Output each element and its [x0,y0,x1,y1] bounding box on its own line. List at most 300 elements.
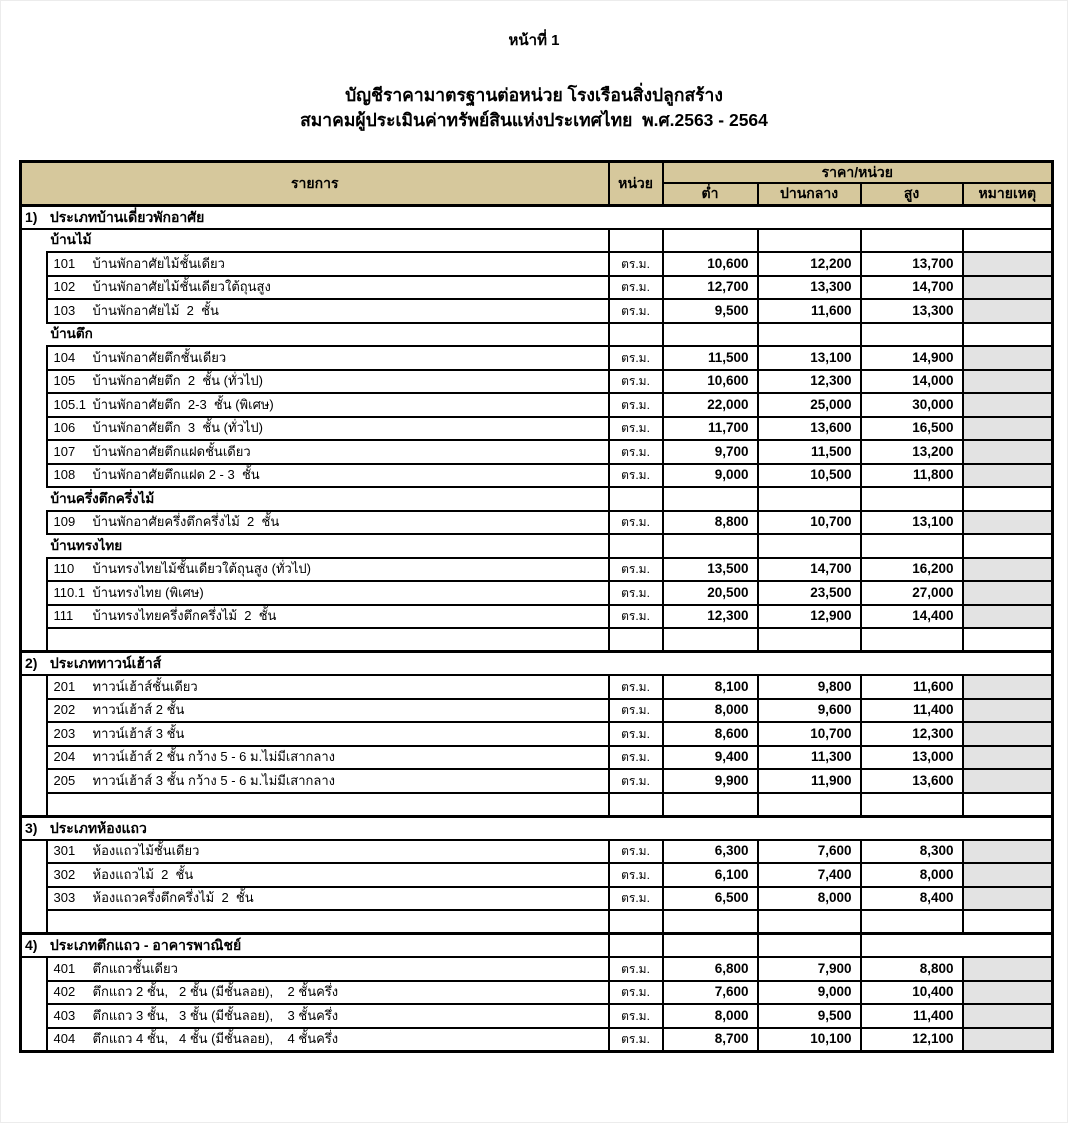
price-high-cell: 13,200 [861,440,963,464]
remark-cell [963,487,1053,511]
price-high-cell: 16,200 [861,558,963,582]
indent-gutter [21,675,47,699]
unit-cell: ตร.ม. [609,722,663,746]
unit-cell [609,910,663,934]
unit-cell: ตร.ม. [609,393,663,417]
item-code: 110 [47,558,93,582]
price-high-cell: 11,400 [861,1004,963,1028]
item-description: ห้องแถวไม้ชั้นเดียว [93,840,609,864]
unit-cell: ตร.ม. [609,675,663,699]
unit-cell [609,628,663,652]
price-low-cell [663,628,758,652]
remark-cell [963,840,1053,864]
price-medium-cell: 10,100 [758,1028,861,1052]
remark-cell [963,323,1053,347]
price-medium-cell: 14,700 [758,558,861,582]
price-high-cell: 14,000 [861,370,963,394]
price-low-cell: 10,600 [663,370,758,394]
item-code: 103 [47,299,93,323]
section-title-cell [21,934,609,958]
indent-gutter [21,628,47,652]
unit-cell: ตร.ม. [609,840,663,864]
price-medium-cell: 11,500 [758,440,861,464]
item-code: 203 [47,722,93,746]
price-medium-cell: 23,500 [758,581,861,605]
remark-cell [963,346,1053,370]
unit-cell: ตร.ม. [609,276,663,300]
indent-gutter [21,464,47,488]
section-header-row [21,934,1053,958]
item-description: ห้องแถวครึ่งตึกครึ่งไม้ 2 ชั้น [93,887,609,911]
indent-gutter [21,558,47,582]
table-row [21,393,1053,417]
item-code: 108 [47,464,93,488]
price-high-cell: 14,900 [861,346,963,370]
table-row [21,699,1053,723]
subsection-label: บ้านครึ่งตึกครึ่งไม้ [47,487,609,511]
item-description: บ้านพักอาศัยไม้ชั้นเดียวใต้ถุนสูง [93,276,609,300]
remark-cell [963,558,1053,582]
unit-cell: ตร.ม. [609,558,663,582]
price-medium-cell [758,934,861,958]
price-low-cell: 20,500 [663,581,758,605]
price-high-cell [861,487,963,511]
unit-cell: ตร.ม. [609,981,663,1005]
price-low-cell [663,934,758,958]
table-row [21,887,1053,911]
remark-cell [963,1028,1053,1052]
indent-gutter [21,605,47,629]
item-description: ตึกแถวชั้นเดียว [93,957,609,981]
price-medium-cell [758,323,861,347]
indent-gutter [21,276,47,300]
table-row [21,417,1053,441]
remark-cell [963,605,1053,629]
unit-cell: ตร.ม. [609,769,663,793]
item-code: 102 [47,276,93,300]
indent-gutter [21,793,47,817]
remark-cell [963,957,1053,981]
table-row [21,1004,1053,1028]
section-title-cell [21,652,1053,676]
item-code: 404 [47,1028,93,1052]
indent-gutter [21,746,47,770]
price-low-cell: 8,100 [663,675,758,699]
section-header-row [21,652,1053,676]
price-low-cell [663,487,758,511]
table-row [21,863,1053,887]
column-header-low: ต่ำ [663,183,758,205]
indent-gutter [21,534,47,558]
table-row [21,981,1053,1005]
item-code: 202 [47,699,93,723]
item-code: 403 [47,1004,93,1028]
unit-cell [609,229,663,253]
table-row [21,299,1053,323]
section-header-row [21,205,1053,229]
indent-gutter [21,346,47,370]
table-row [21,769,1053,793]
item-code: 401 [47,957,93,981]
item-description: ทาวน์เฮ้าส์ 2 ชั้น กว้าง 5 - 6 ม.ไม่มีเสากลาง [93,746,609,770]
column-header-unit: หน่วย [609,161,663,205]
price-medium-cell: 13,600 [758,417,861,441]
item-code: 201 [47,675,93,699]
price-low-cell [663,793,758,817]
unit-cell [609,793,663,817]
remark-cell [963,252,1053,276]
indent-gutter [21,581,47,605]
item-description: บ้านพักอาศัยตึก 3 ชั้น (ทั่วไป) [93,417,609,441]
remark-cell [963,370,1053,394]
price-high-cell [861,229,963,253]
price-medium-cell: 10,700 [758,722,861,746]
item-code: 105 [47,370,93,394]
header-row-1 [21,161,1053,183]
remark-cell [963,769,1053,793]
price-low-cell [663,323,758,347]
subsection-label: บ้านไม้ [47,229,609,253]
remark-cell [963,299,1053,323]
price-medium-cell [758,487,861,511]
price-medium-cell: 7,900 [758,957,861,981]
unit-cell [609,323,663,347]
section-title: ประเภททาวน์เฮ้าส์ [46,655,162,671]
price-medium-cell [758,793,861,817]
price-medium-cell [758,628,861,652]
remark-cell [963,628,1053,652]
table-row [21,440,1053,464]
price-low-cell: 7,600 [663,981,758,1005]
price-low-cell: 12,300 [663,605,758,629]
price-medium-cell: 11,900 [758,769,861,793]
table-row [21,675,1053,699]
price-table-body [21,205,1053,1051]
section-title: ประเภทตึกแถว - อาคารพาณิชย์ [46,937,242,953]
price-high-cell: 13,000 [861,746,963,770]
section-title: ประเภทบ้านเดี่ยวพักอาศัย [46,208,205,225]
item-code: 301 [47,840,93,864]
price-medium-cell: 25,000 [758,393,861,417]
price-low-cell: 10,600 [663,252,758,276]
remark-cell [963,464,1053,488]
item-code: 205 [47,769,93,793]
column-header-item: รายการ [21,161,609,205]
section-number: 3) [25,819,38,836]
price-high-cell: 14,400 [861,605,963,629]
price-medium-cell: 12,300 [758,370,861,394]
price-medium-cell: 13,100 [758,346,861,370]
unit-cell: ตร.ม. [609,346,663,370]
table-row [21,370,1053,394]
section-header-row [21,816,1053,840]
price-low-cell [663,229,758,253]
item-description: ทาวน์เฮ้าส์ 3 ชั้น กว้าง 5 - 6 ม.ไม่มีเสากลาง [93,769,609,793]
remark-cell [963,863,1053,887]
subsection-label: บ้านทรงไทย [47,534,609,558]
indent-gutter [21,252,47,276]
column-header-high: สูง [861,183,963,205]
price-medium-cell [758,229,861,253]
item-code: 104 [47,346,93,370]
price-high-cell: 12,100 [861,1028,963,1052]
item-code: 109 [47,511,93,535]
item-cell [47,793,609,817]
document-title [1,83,1067,134]
unit-cell: ตร.ม. [609,1004,663,1028]
table-row [21,464,1053,488]
price-medium-cell: 10,700 [758,511,861,535]
table-row [21,346,1053,370]
unit-cell: ตร.ม. [609,464,663,488]
indent-gutter [21,417,47,441]
remark-cell [963,1004,1053,1028]
page-number: หน้าที่ 1 [508,32,560,49]
price-high-cell: 11,600 [861,675,963,699]
indent-gutter [21,1004,47,1028]
price-medium-cell: 9,000 [758,981,861,1005]
section-title: ประเภทห้องแถว [46,819,147,836]
item-description: ทาวน์เฮ้าส์ 2 ชั้น [93,699,609,723]
price-medium-cell: 9,800 [758,675,861,699]
item-code: 110.1 [47,581,93,605]
item-description: ตึกแถว 2 ชั้น, 2 ชั้น (มีชั้นลอย), 2 ชั้นครึ่ง [93,981,609,1005]
remark-cell [963,417,1053,441]
item-code: 107 [47,440,93,464]
price-high-cell [861,910,963,934]
table-row [21,722,1053,746]
remark-cell [963,511,1053,535]
remark-cell [963,393,1053,417]
price-low-cell: 11,500 [663,346,758,370]
price-low-cell: 12,700 [663,276,758,300]
unit-cell: ตร.ม. [609,863,663,887]
table-row [21,957,1053,981]
price-medium-cell [758,534,861,558]
unit-cell: ตร.ม. [609,417,663,441]
price-medium-cell: 13,300 [758,276,861,300]
indent-gutter [21,910,47,934]
table-row [21,840,1053,864]
item-description: บ้านทรงไทยไม้ชั้นเดียวใต้ถุนสูง (ทั่วไป) [93,558,609,582]
item-description: ทาวน์เฮ้าส์ชั้นเดียว [93,675,609,699]
unit-cell: ตร.ม. [609,699,663,723]
item-code: 111 [47,605,93,629]
table-row [21,581,1053,605]
price-medium-cell: 12,900 [758,605,861,629]
document-title-line2: สมาคมผู้ประเมินค่าทรัพย์สินแห่งประเทศไทย พ.ศ.2563 - 2564 [300,110,768,131]
price-medium-cell: 11,300 [758,746,861,770]
indent-gutter [21,722,47,746]
indent-gutter [21,370,47,394]
subsection-row [21,323,1053,347]
price-high-cell: 10,400 [861,981,963,1005]
price-high-cell [861,534,963,558]
unit-cell [609,487,663,511]
price-high-cell: 13,600 [861,769,963,793]
subsection-row [21,487,1053,511]
subsection-row [21,229,1053,253]
indent-gutter [21,981,47,1005]
column-header-remark: หมายเหตุ [963,183,1053,205]
indent-gutter [21,699,47,723]
price-low-cell [663,910,758,934]
remark-cell [963,746,1053,770]
price-low-cell: 9,900 [663,769,758,793]
item-description: ห้องแถวไม้ 2 ชั้น [93,863,609,887]
remark-cell [963,276,1053,300]
unit-cell: ตร.ม. [609,581,663,605]
price-low-cell [663,534,758,558]
price-low-cell: 6,300 [663,840,758,864]
item-description: บ้านพักอาศัยตึกแฝดชั้นเดียว [93,440,609,464]
price-low-cell: 8,600 [663,722,758,746]
section-number: 2) [25,655,38,671]
price-medium-cell: 7,600 [758,840,861,864]
unit-cell: ตร.ม. [609,440,663,464]
price-high-cell: 13,700 [861,252,963,276]
indent-gutter [21,299,47,323]
remark-cell [963,675,1053,699]
price-high-cell: 30,000 [861,393,963,417]
price-medium-cell: 8,000 [758,887,861,911]
section-title-cell [21,205,1053,229]
table-row [21,252,1053,276]
price-high-cell: 16,500 [861,417,963,441]
indent-gutter [21,511,47,535]
indent-gutter [21,440,47,464]
remark-cell [963,887,1053,911]
unit-cell: ตร.ม. [609,252,663,276]
item-description: บ้านพักอาศัยตึกแฝด 2 - 3 ชั้น [93,464,609,488]
price-table [19,160,1054,1053]
indent-gutter [21,229,47,253]
price-low-cell: 6,100 [663,863,758,887]
remark-cell [963,981,1053,1005]
indent-gutter [21,323,47,347]
price-high-cell: 8,000 [861,863,963,887]
item-description: บ้านพักอาศัยตึก 2 ชั้น (ทั่วไป) [93,370,609,394]
column-header-medium: ปานกลาง [758,183,861,205]
unit-cell [609,534,663,558]
price-high-cell: 8,800 [861,957,963,981]
remark-cell [963,699,1053,723]
item-description: บ้านพักอาศัยตึกชั้นเดียว [93,346,609,370]
price-high-cell: 13,100 [861,511,963,535]
remark-cell [963,534,1053,558]
price-low-cell: 9,700 [663,440,758,464]
unit-cell: ตร.ม. [609,511,663,535]
price-high-cell [861,323,963,347]
price-low-cell: 13,500 [663,558,758,582]
table-row [21,1028,1053,1052]
item-code: 101 [47,252,93,276]
unit-cell: ตร.ม. [609,605,663,629]
indent-gutter [21,769,47,793]
indent-gutter [21,393,47,417]
price-low-cell: 9,500 [663,299,758,323]
item-description: ตึกแถว 4 ชั้น, 4 ชั้น (มีชั้นลอย), 4 ชั้นครึ่ง [93,1028,609,1052]
remark-cell [963,229,1053,253]
item-code: 402 [47,981,93,1005]
unit-cell: ตร.ม. [609,746,663,770]
item-description: บ้านทรงไทยครึ่งตึกครึ่งไม้ 2 ชั้น [93,605,609,629]
price-medium-cell: 12,200 [758,252,861,276]
price-low-cell: 11,700 [663,417,758,441]
item-cell [47,910,609,934]
indent-gutter [21,840,47,864]
indent-gutter [21,887,47,911]
price-high-cell [861,793,963,817]
remark-cell [963,910,1053,934]
section-number: 1) [25,208,38,225]
item-description: บ้านทรงไทย (พิเศษ) [93,581,609,605]
indent-gutter [21,957,47,981]
price-high-cell: 8,400 [861,887,963,911]
price-low-cell: 9,000 [663,464,758,488]
price-table-header [21,161,1053,205]
price-high-remark-cell [861,934,1053,958]
unit-cell [609,934,663,958]
table-row [21,511,1053,535]
section-number: 4) [25,937,38,953]
unit-cell: ตร.ม. [609,957,663,981]
item-description: บ้านพักอาศัยตึก 2-3 ชั้น (พิเศษ) [93,393,609,417]
item-code: 303 [47,887,93,911]
item-description: ตึกแถว 3 ชั้น, 3 ชั้น (มีชั้นลอย), 3 ชั้นครึ่ง [93,1004,609,1028]
column-header-price-group: ราคา/หน่วย [663,161,1053,183]
price-high-cell: 12,300 [861,722,963,746]
subsection-row [21,534,1053,558]
document-title-line1: บัญชีราคามาตรฐานต่อหน่วย โรงเรือนสิ่งปลูกสร้าง [345,85,723,105]
remark-cell [963,440,1053,464]
price-low-cell: 9,400 [663,746,758,770]
table-row [21,558,1053,582]
item-code: 106 [47,417,93,441]
table-row [21,746,1053,770]
price-medium-cell [758,910,861,934]
item-cell [47,628,609,652]
price-low-cell: 22,000 [663,393,758,417]
item-description: ทาวน์เฮ้าส์ 3 ชั้น [93,722,609,746]
item-description: บ้านพักอาศัยไม้ชั้นเดียว [93,252,609,276]
item-code: 105.1 [47,393,93,417]
item-description: บ้านพักอาศัยไม้ 2 ชั้น [93,299,609,323]
indent-gutter [21,1028,47,1052]
price-high-cell: 27,000 [861,581,963,605]
remark-cell [963,581,1053,605]
unit-cell: ตร.ม. [609,299,663,323]
price-high-cell: 14,700 [861,276,963,300]
empty-row [21,910,1053,934]
unit-cell: ตร.ม. [609,370,663,394]
price-medium-cell: 9,500 [758,1004,861,1028]
table-row [21,276,1053,300]
indent-gutter [21,863,47,887]
item-code: 302 [47,863,93,887]
empty-row [21,628,1053,652]
price-medium-cell: 7,400 [758,863,861,887]
price-high-cell [861,628,963,652]
subsection-label: บ้านตึก [47,323,609,347]
price-low-cell: 6,500 [663,887,758,911]
empty-row [21,793,1053,817]
table-row [21,605,1053,629]
section-title-cell [21,816,1053,840]
price-medium-cell: 9,600 [758,699,861,723]
unit-cell: ตร.ม. [609,1028,663,1052]
price-low-cell: 8,000 [663,699,758,723]
